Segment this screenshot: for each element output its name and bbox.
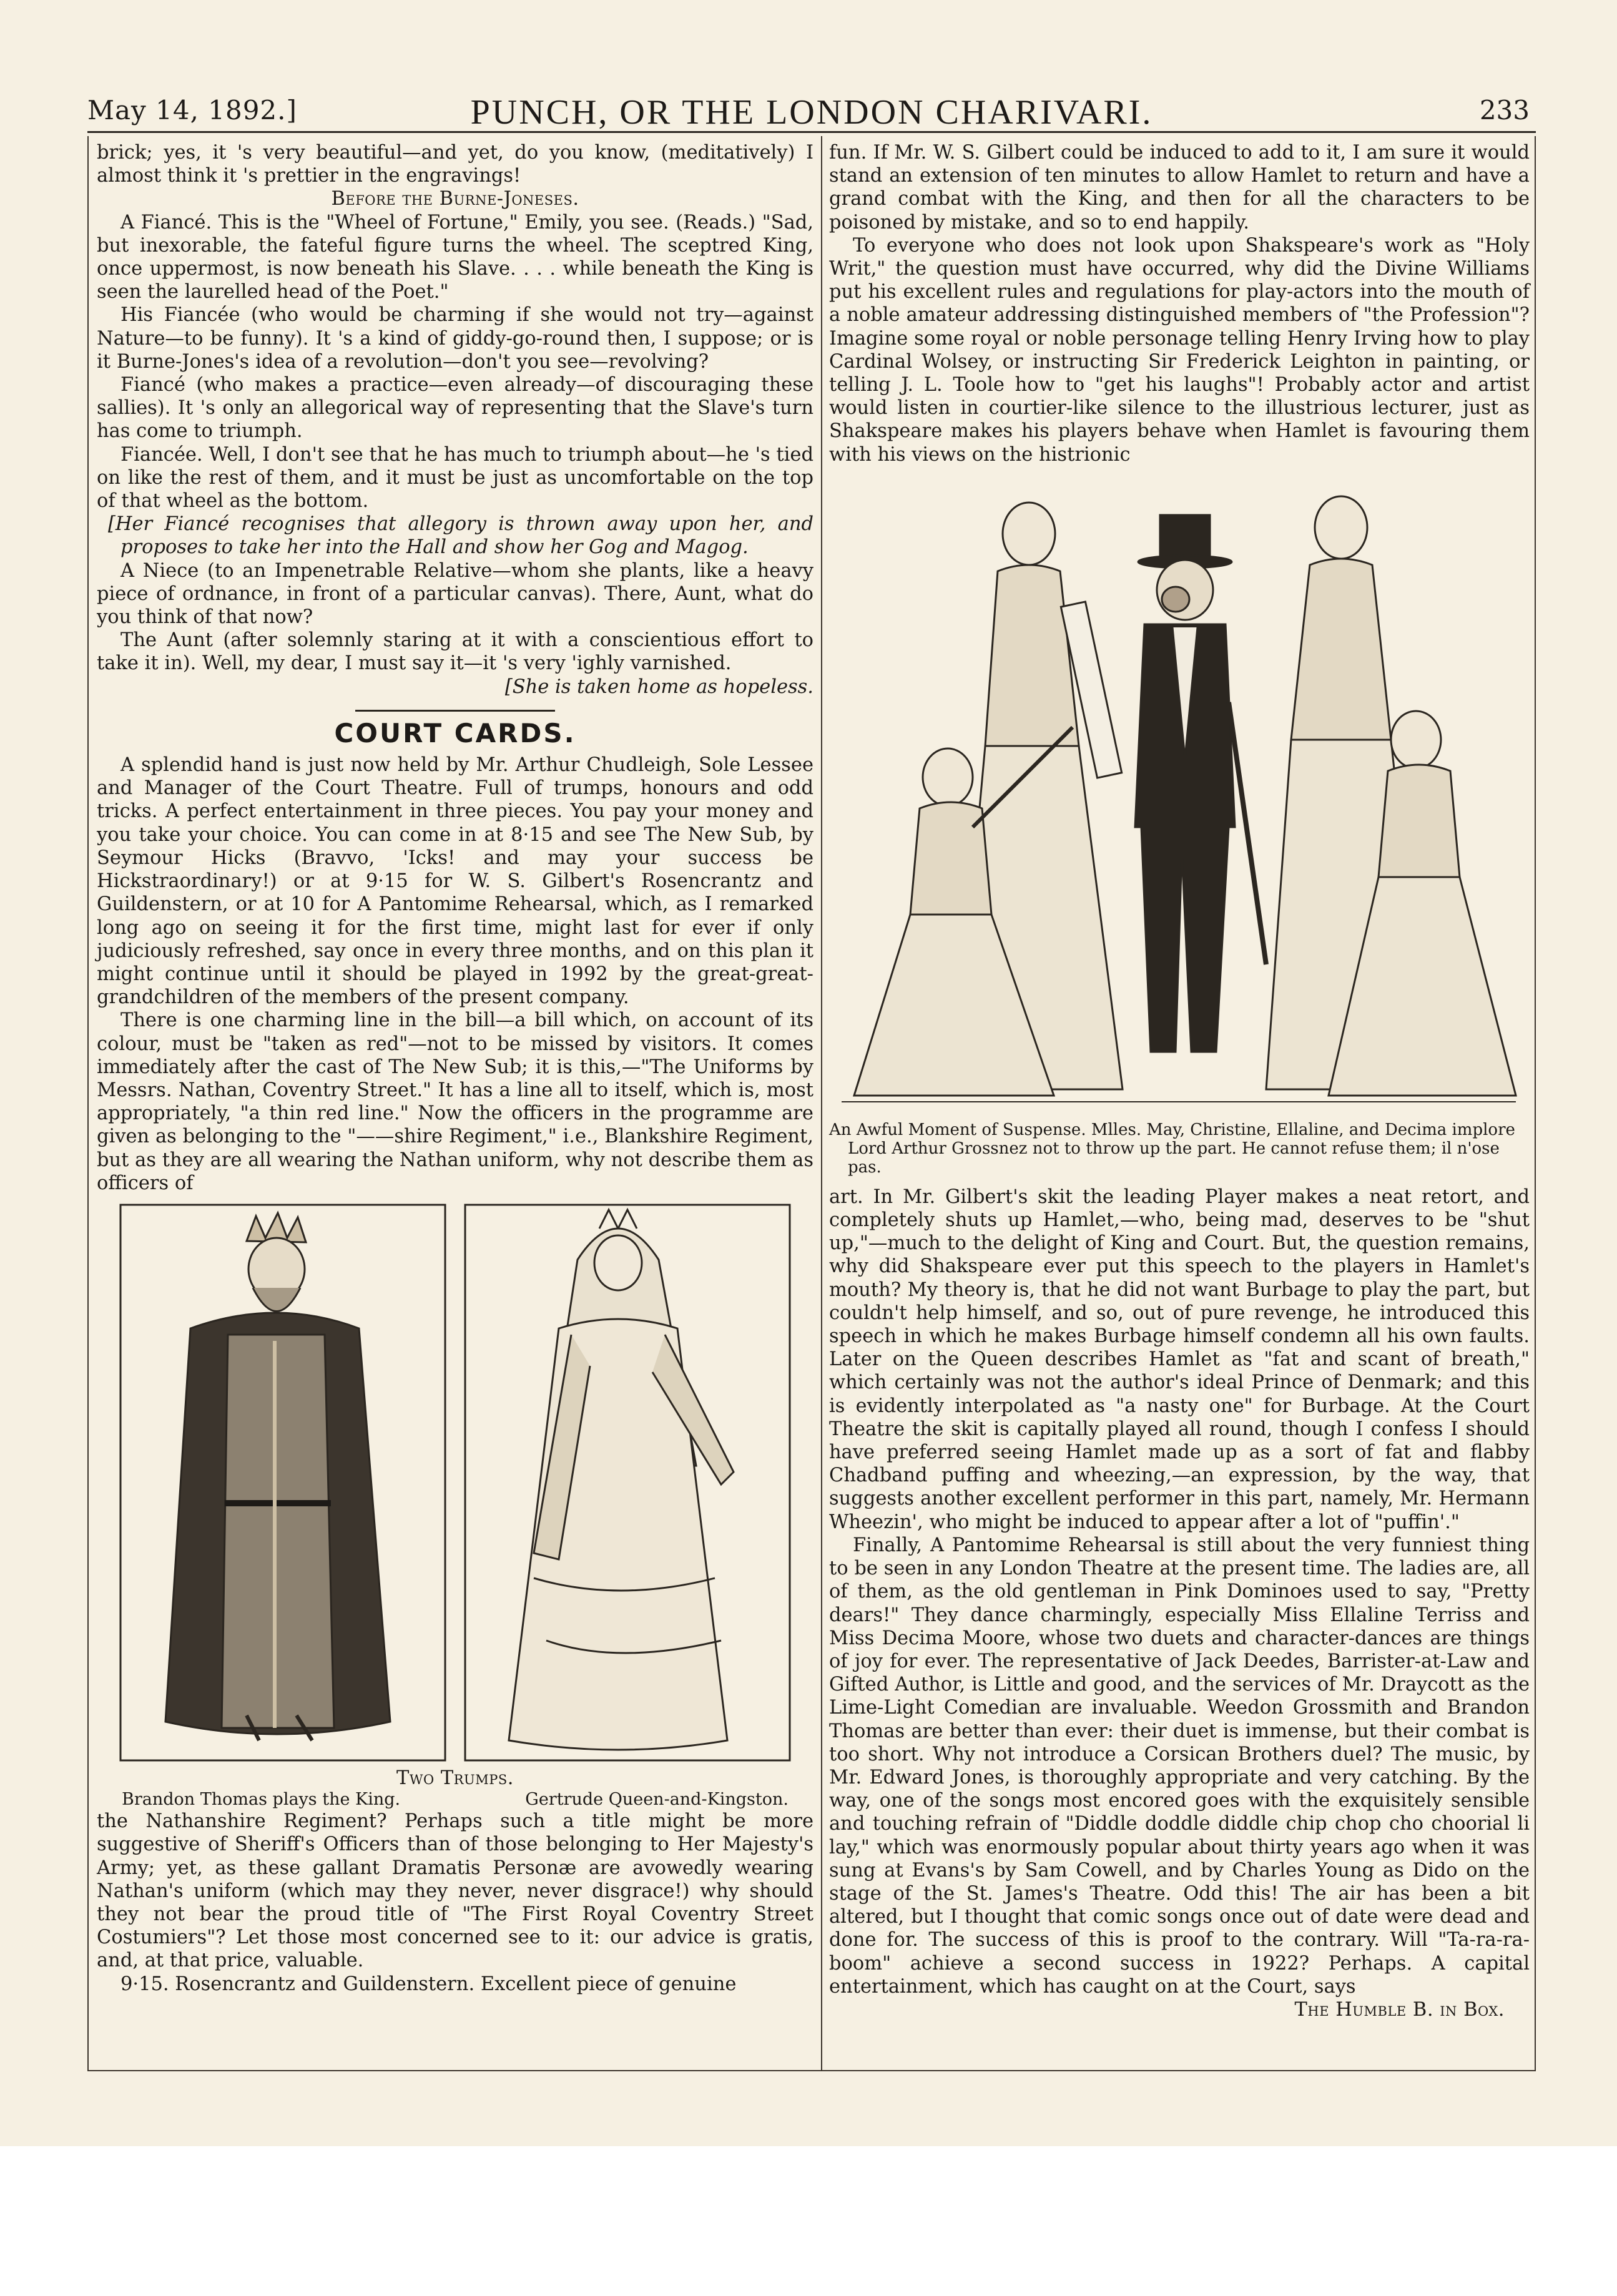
paragraph: art. In Mr. Gilbert's skit the leading Player makes a neat retort, and completely shuts up Hamlet,—who, being mad, deserves to be "shut up,"—much to the delight of King and Court. But, the question remains, why did Shakspeare ever put this speech to the players in Hamlet's mouth? My theory is, that he did not want Burbage to play the part, but couldn't help himself, and so, out of pure revenge, he introduced this speech in which he makes Burbage himself condemn all his own faults. Later on the Queen describes Hamlet as "fat and scant of breath," which certainly was not the author's ideal Prince of Denmark; and this is evidently interpolated as "a nasty one" for Burbage. At the Court Theatre the skit is capitally played all round, though I confess I should have preferred seeing Hamlet made up as a sort of fat and flabby Chadband puffing and wheezing,—an expression, by the way, that suggests another excellent performer in this part, namely, Mr. Hermann Wheezin', who might be induced to appear after a lot of "puffin'." (829, 1185, 1530, 1533)
paragraph: fun. If Mr. W. S. Gilbert could be induced to add to it, I am sure it would stand an extension of ten minutes to allow Hamlet to return and have a grand combat with the King, and then for all the characters to be poisoned by mistake, and so to end happily. (829, 142, 1530, 233)
illustration-title: Two Trumps. (396, 1767, 514, 1789)
paragraph: A Fiancé. This is the "Wheel of Fortune," Emily, you see. (Reads.) "Sad, but inexorable, the fateful figure turns the wheel. The sceptred King, once uppermost, is now beneath his Slave. . . . while beneath the King is seen the laurelled head of the Poet." (97, 211, 813, 303)
paragraph: the Nathanshire Regiment? Perhaps such a title might be more suggestive of Sheriff's Officers than of those belonging to Her Majesty's Army; yet, as these gallant Dramatis Personæ are avowedly wearing Nathan's uniform (which may they never, never disgrace!) why should they not bear the proud title of "The First Royal Coventry Street Costumiers"? Let those most concerned see to it: our advice is gratis, and, at that price, valuable. (97, 1810, 813, 1972)
paragraph: A Niece (to an Impenetrable Relative—whom she plants, like a heavy piece of ordnance, in front of a particular canvas). There, Aunt, what do you think of that now? (97, 559, 813, 629)
section-divider (355, 710, 555, 712)
stage-direction: [She is taken home as hopeless. (504, 675, 813, 698)
engraving-actresses-and-lord (829, 478, 1530, 1121)
masthead-title: PUNCH, OR THE LONDON CHARIVARI. (470, 93, 1153, 132)
paragraph: Finally, A Pantomime Rehearsal is still about the very funniest thing to be seen in any London Theatre at the present time. The ladies are, all of them, as the old gentleman in Pink Dominoes used to say, "Pretty dears!" They dance charmingly, especially Miss Ellaline Terriss and Miss Decima Moore, whose two duets and character-dances are things of joy for ever. The representative of Jack Deedes, Barrister-at-Law and Gifted Author, is Little and good, and the services of Mr. Draycott as the Lime-Light Comedian are invaluable. Weedon Grossmith and Brandon Thomas are better than ever: their duet is immense, but their combat is too short. Why not introduce a Corsican Brothers duel? The music, by Mr. Edward Jones, is thoroughly appropriate and very catching. By the way, one of the songs most encored goes with the exquisitely sensible and touching refrain of "Diddle doddle diddle chip chop cho choorial li lay," which was enormously popular about thirty years ago when it was sung at Evans's by Sam Cowell, and by Charles Young as Dido on the stage of the St. James's Theatre. Odd this! The air has been a bit altered, but I thought that comic songs once out of date were dead and done for. The success of this is proof to the contrary. Will "Ta-ra-ra-boom" achieve a second success in 1922? Perhaps. A capital entertainment, which has caught on at the Court, says (829, 1534, 1530, 1998)
article-heading: COURT CARDS. (334, 717, 576, 748)
digitization-footer (0, 2146, 1617, 2296)
paragraph: 9·15. Rosencrantz and Guildenstern. Excellent piece of genuine (120, 1973, 737, 1995)
paragraph: A splendid hand is just now held by Mr. Arthur Chudleigh, Sole Lessee and Manager of the Court Theatre. Full of trumps, honours and odd tricks. A perfect entertainment in three pieces. You pay your money and you take your choice. You can come in at 8·15 and see The New Sub, by Seymour Hicks (Bravvo, 'Icks! and may your success be Hickstraordinary!) or at 9·15 for W. S. Gilbert's Rosencrantz and Guildenstern, or at 10 for A Pantomime Rehearsal, which, as I remarked long ago on seeing it for the first time, might last for ever if only judiciously refreshed, say once in every three months, and on this plan it might continue until it should be played in 1992 by the great-great-grandchildren of the members of the present company. (97, 754, 813, 1009)
caption-left: Brandon Thomas plays the King. (122, 1790, 401, 1810)
page-number: 233 (1479, 95, 1530, 125)
illustration-caption: An Awful Moment of Suspense. Mlles. May, Christine, Ellaline, and Decima implore Lord Arthur Grossnez not to throw up the part. He cannot refuse them; il n'ose pas. (829, 1120, 1515, 1177)
paragraph: The Aunt (after solemnly staring at it with a conscientious effort to take it in). Well, my dear, I must say it—it 's very 'ighly varnished. (97, 629, 813, 675)
section-subheading: Before the Burne-Joneses. (331, 188, 579, 210)
paragraph: To everyone who does not look upon Shakspeare's work as "Holy Writ," the question must have occurred, why did the Divine Williams put his excellent rules and regulations for play-actors into the mouth of a noble amateur addressing distinguished members of "the Profession"? Imagine some royal or noble personage telling Henry Irving how to play Cardinal Wolsey, or instructing Sir Frederick Leighton in painting, or telling J. L. Toole how to "get his laughs"! Probably actor and artist would listen in courtier-like silence to the illustrious lecturer, just as Shakspeare makes his players behave when Hamlet is favouring them with his views on the histrionic (829, 234, 1530, 466)
paragraph: His Fiancée (who would be charming if she would not try—against Nature—to be funny). It 's a kind of giddy-go-round then, I suppose; or is it Burne-Jones's idea of a revolution—don't you see—revolving? (97, 304, 813, 373)
two-trumps-illustration (97, 1204, 813, 1765)
caption-right: Gertrude Queen-and-Kingston. (525, 1790, 789, 1810)
paragraph: There is one charming line in the bill—a bill which, on account of its colour, must be "taken as red"—not to be missed by visitors. It comes immediately after the cast of The New Sub; it is this,—"The Uniforms by Messrs. Nathan, Coventry Street." It has a line all to itself, which is, most appropriately, "a thin red line." Now the officers in the programme are given as belonging to the "——shire Regiment," i.e., Blankshire Regiment, but as they are all wearing the Nathan uniform, why not describe them as officers of (97, 1009, 813, 1194)
left-column (97, 141, 813, 1996)
issue-date: May 14, 1892.] (87, 95, 297, 125)
king-figure (165, 1213, 390, 1740)
column-rule (821, 136, 822, 2071)
engraving-king-and-queen (97, 1204, 813, 1765)
paragraph: brick; yes, it 's very beautiful—and yet, do you know, (meditatively) I almost think it 's prettier in the engravings! (97, 142, 813, 187)
suspense-illustration (829, 478, 1530, 1121)
paragraph: Fiancée. Well, I don't see that he has much to triumph about—he 's tied on like the rest of them, and it must be just as uncomfortable on the top of that wheel as the bottom. (97, 443, 813, 513)
queen-figure (509, 1210, 734, 1750)
running-header (87, 92, 1536, 133)
right-column (829, 141, 1530, 2021)
stage-direction: [Her Fiancé recognises that allegory is thrown away upon her, and proposes to take her into the Hall and show her Gog and Magog. (108, 513, 813, 559)
lord-figure (1135, 515, 1266, 1052)
illustration-caption (97, 1790, 813, 1810)
author-signature: The Humble B. in Box. (1294, 1998, 1505, 2021)
paragraph: Fiancé (who makes a practice—even already—of discouraging these sallies). It 's only an allegorical way of representing that the Slave's turn has come to triumph. (97, 374, 813, 443)
